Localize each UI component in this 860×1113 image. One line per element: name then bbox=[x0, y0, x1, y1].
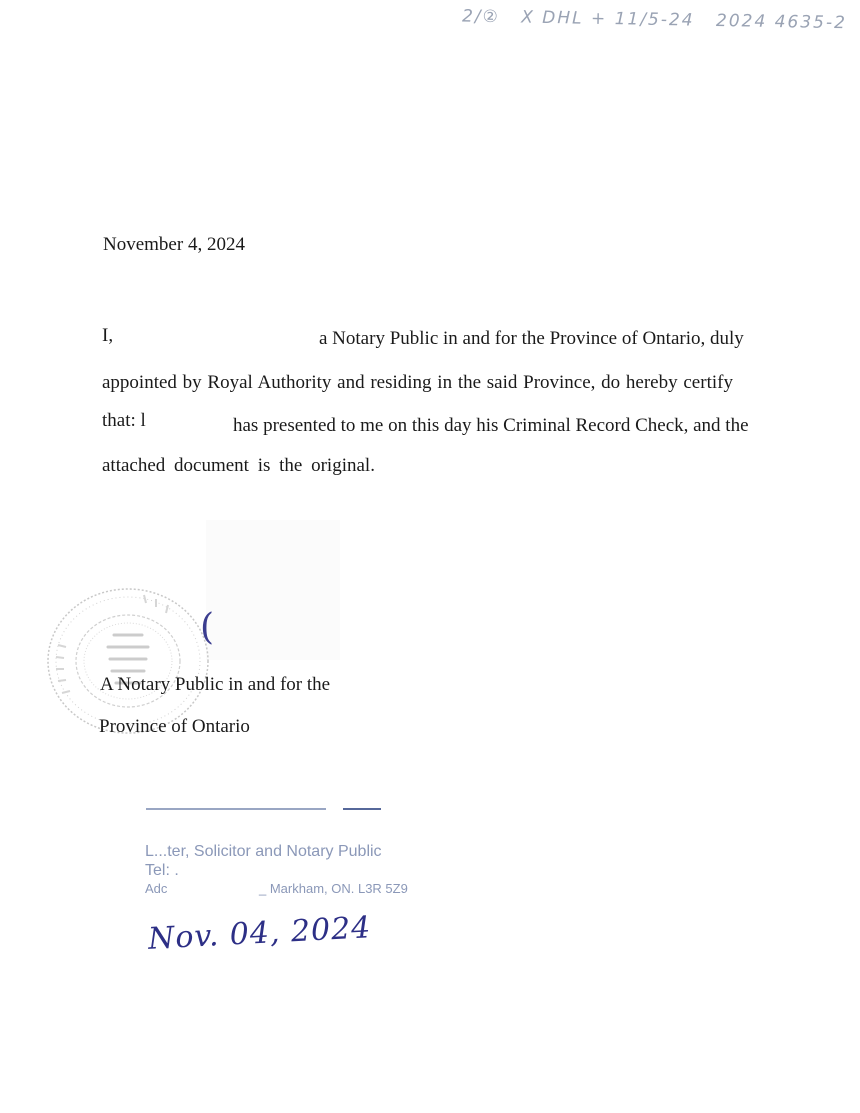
line3-end: has presented to me on this day his Criminal Record Check, and the bbox=[233, 415, 749, 436]
stamp-top-rule bbox=[146, 808, 326, 810]
embossed-notary-seal bbox=[44, 585, 215, 737]
annotation-part-2: X DHL + 11/5-24 bbox=[521, 7, 695, 31]
stamp-address-start: Adc bbox=[145, 881, 168, 896]
stamp-title: L...ter, Solicitor and Notary Public bbox=[145, 843, 382, 860]
redacted-signature-area bbox=[206, 520, 340, 660]
letter-date: November 4, 2024 bbox=[103, 234, 245, 255]
handwritten-date: Nov. 04, 2024 bbox=[147, 910, 373, 957]
stamp-address-end: _ Markham, ON. L3R 5Z9 bbox=[259, 881, 408, 896]
notary-title-line1: A Notary Public in and for the bbox=[100, 674, 331, 695]
stamp-top-rule-dark bbox=[343, 808, 381, 810]
top-handwritten-annotation bbox=[462, 7, 860, 34]
line1-end: a Notary Public in and for the Province of Ontario, duly bbox=[319, 328, 744, 349]
notary-title-line2: Province of Ontario bbox=[99, 716, 250, 737]
annotation-part-3: 2024 4635-2 bbox=[715, 10, 848, 34]
line4: attached document is the original. bbox=[102, 455, 375, 476]
line1-start: I, bbox=[102, 325, 114, 346]
stamp-phone: Tel: . bbox=[145, 862, 179, 879]
signature-mark: ( bbox=[200, 607, 215, 648]
line3-start: that: l bbox=[102, 410, 146, 431]
line2: appointed by Royal Authority and residing in the said Province, do hereby certify bbox=[102, 372, 733, 393]
annotation-part-1: 2/② bbox=[461, 6, 500, 28]
